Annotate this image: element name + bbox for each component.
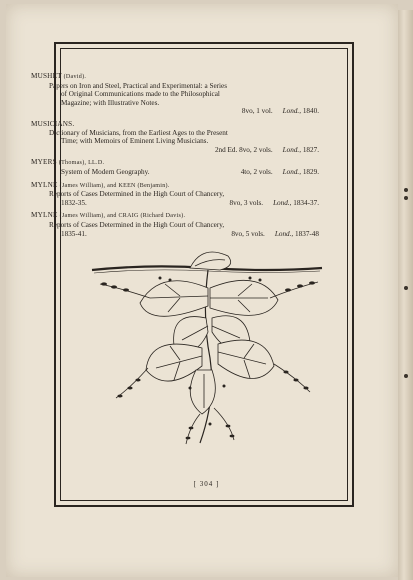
entry-heading [31,211,323,221]
binding-hole [404,196,408,200]
entry-place: Lond., [273,198,292,207]
entry-author-detail: (David). [63,74,87,80]
entry-format: 2nd Ed. 8vo, 2 vols. [214,145,273,154]
entry-place: Lond., [274,229,294,238]
entry-format: 8vo, 5 vols. [231,229,265,238]
entry-range: 1835-41. [61,229,87,238]
entry-year: 1829. [302,167,319,176]
entry-author-detail: (James William), and CRAIG (Richard Davis). [59,213,186,220]
entry-musicians [31,120,323,154]
entry-place: Lond., [282,167,302,176]
entry-imprint [31,146,323,155]
entry-year: 1834-37. [293,198,319,207]
entry-author: MYLNE [31,180,58,189]
entry-format: 8vo, 3 vols. [229,198,264,207]
entry-format: 4to, 2 vols. [240,167,273,176]
entry-title-line: Magazine; with Illustrative Notes. [61,98,160,107]
entry-author: MUSHET [31,72,62,80]
entry-heading [31,120,323,129]
entry-title-line: Time; with Memoirs of Eminent Living Musicians. [61,137,209,146]
entry-place: Lond., [282,145,302,154]
entry-format: 8vo, 1 vol. [241,107,273,116]
entry-imprint [31,199,323,208]
entry-mylne-keen [31,181,323,208]
entry-title-line: of Original Communications made to the Philosophical [61,90,220,99]
entry-heading [31,181,323,191]
entry-imprint [31,230,323,239]
binding-hole [404,374,408,378]
entry-year: 1840. [302,107,319,116]
entry-author: MYLNE [31,211,58,220]
entry-title-line: Reports of Cases Determined in the High Court of Chancery, [49,220,225,229]
entry-year: 1827. [302,145,319,154]
entry-author: MUSICIANS. [31,119,75,128]
catalogue-entries [31,72,323,242]
entry-imprint [31,168,323,177]
page-edge [398,10,413,580]
entry-heading [31,72,323,82]
entry-myers [31,158,323,176]
entry-mylne-craig [31,211,323,238]
entry-range: 1832-35. [61,198,87,207]
binding-hole [404,286,408,290]
entry-heading [31,158,323,168]
entry-mushet [31,72,323,116]
entry-year: 1837-48 [295,229,319,238]
entry-author: MYERS [31,158,57,167]
entry-title-line: Papers on Iron and Steel, Practical and Experimental: a Series [49,81,228,90]
binding-hole [404,188,408,192]
entry-imprint [31,107,323,116]
entry-title-line: Reports of Cases Determined in the High Court of Chancery, [49,190,225,199]
entry-author-detail: (James William), and KEEN (Benjamin). [59,182,170,189]
entry-title-line: System of Modern Geography. [61,167,150,176]
page-number: [ 304 ] [193,480,220,488]
entry-title-line: Dictionary of Musicians, from the Earliest Ages to the Present [49,128,228,137]
entry-place: Lond., [282,107,302,116]
entry-author-detail: (Thomas), LL.D. [58,160,105,167]
botanical-vine-ornament-icon [90,248,325,448]
